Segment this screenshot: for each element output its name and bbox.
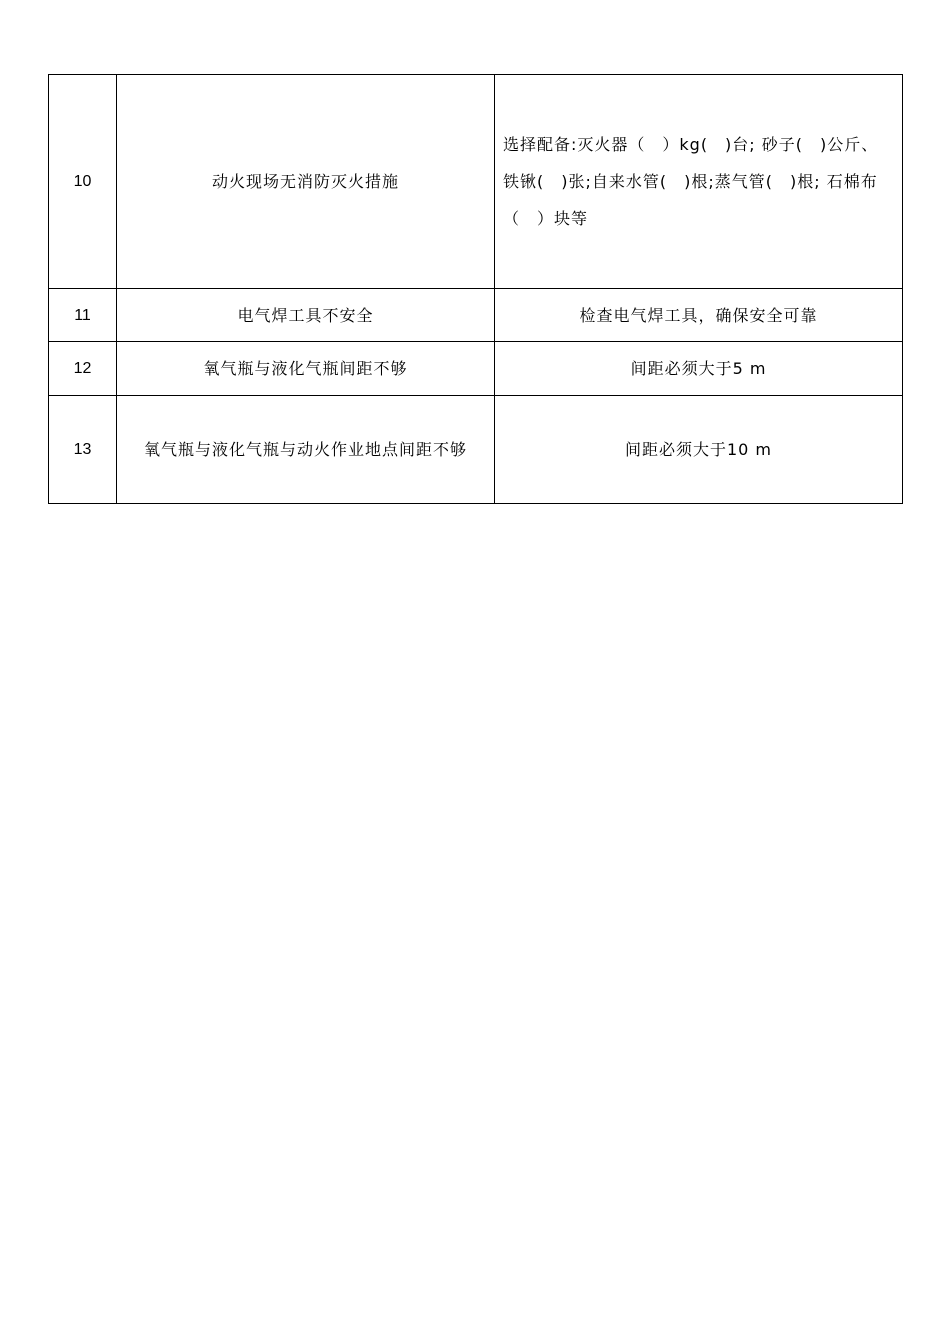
measure-cell: 选择配备:灭火器（ ）kg( )台; 砂子( )公斤、铁锹( )张;自来水管( )根;蒸气管( )根; 石棉布（ ）块等 [495, 75, 903, 289]
risk-cell: 氧气瓶与液化气瓶间距不够 [117, 342, 495, 396]
table-row [49, 342, 903, 396]
row-number: 12 [49, 342, 117, 396]
risk-cell: 电气焊工具不安全 [117, 289, 495, 342]
table-row [49, 289, 903, 342]
row-number: 13 [49, 396, 117, 504]
hot-work-safety-table [48, 74, 903, 504]
measure-cell: 间距必须大于10 m [495, 396, 903, 504]
row-number: 11 [49, 289, 117, 342]
measure-cell: 间距必须大于5 m [495, 342, 903, 396]
table-row [49, 396, 903, 504]
table-row [49, 75, 903, 289]
row-number: 10 [49, 75, 117, 289]
risk-cell: 氧气瓶与液化气瓶与动火作业地点间距不够 [117, 396, 495, 504]
measure-cell: 检查电气焊工具，确保安全可靠 [495, 289, 903, 342]
risk-cell: 动火现场无消防灭火措施 [117, 75, 495, 289]
